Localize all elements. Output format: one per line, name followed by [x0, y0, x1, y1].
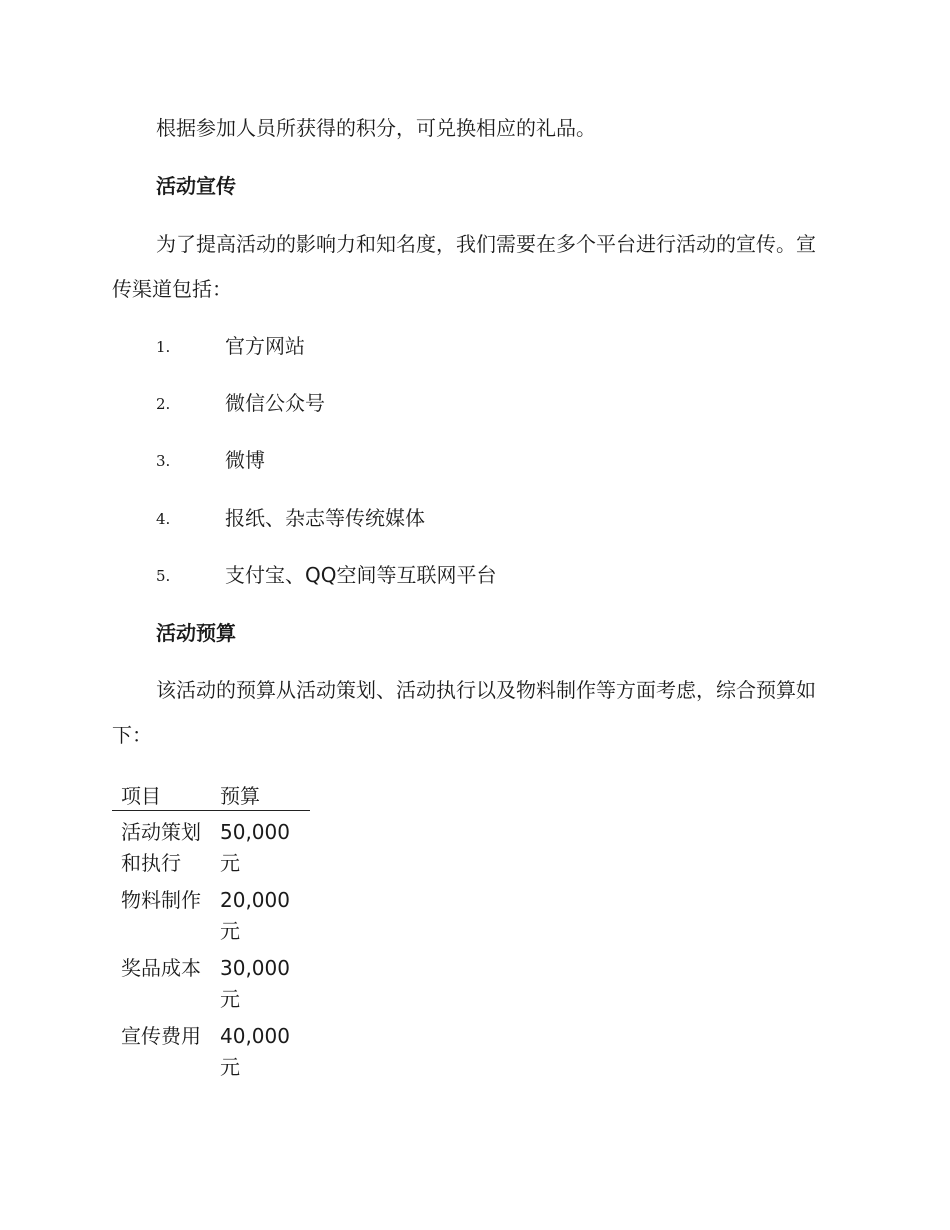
- table-cell-item: 奖品成本: [121, 956, 201, 980]
- table-cell-budget: 20,000元: [220, 888, 290, 943]
- list-number: 2.: [156, 395, 171, 413]
- list-number: 4.: [156, 510, 171, 528]
- table-row: [112, 811, 310, 880]
- list-text: 微博: [225, 448, 265, 472]
- list-text: 支付宝、QQ空间等互联网平台: [225, 563, 497, 587]
- column-header-budget: 预算: [211, 782, 310, 811]
- list-item: [0, 332, 950, 360]
- column-header-item: 项目: [112, 782, 211, 811]
- budget-heading: 活动预算: [156, 621, 236, 645]
- table-row: [112, 1015, 310, 1083]
- list-item: [0, 561, 950, 589]
- table-cell-item: 活动策划和执行: [121, 820, 201, 875]
- list-number: 3.: [156, 452, 171, 470]
- list-item: [0, 446, 950, 474]
- table-header-row: [112, 782, 310, 811]
- list-item: [0, 504, 950, 532]
- list-text: 报纸、杂志等传统媒体: [225, 506, 425, 530]
- list-text: 官方网站: [225, 334, 305, 358]
- intro-paragraph: 根据参加人员所获得的积分，可兑换相应的礼品。: [156, 116, 596, 140]
- table-cell-budget: 40,000元: [220, 1024, 290, 1079]
- budget-table: [112, 782, 310, 1083]
- list-text: 微信公众号: [225, 391, 325, 415]
- promotion-paragraph: 为了提高活动的影响力和知名度，我们需要在多个平台进行活动的宣传。宣传渠道包括：: [112, 232, 816, 301]
- table-cell-item: 物料制作: [121, 888, 201, 912]
- list-number: 5.: [156, 567, 171, 585]
- promotion-heading: 活动宣传: [156, 174, 236, 198]
- list-item: [0, 389, 950, 417]
- table-cell-budget: 50,000元: [220, 820, 290, 875]
- table-row: [112, 947, 310, 1015]
- table-cell-item: 宣传费用: [121, 1024, 201, 1048]
- budget-paragraph: 该活动的预算从活动策划、活动执行以及物料制作等方面考虑，综合预算如下：: [112, 678, 816, 747]
- table-row: [112, 879, 310, 947]
- list-number: 1.: [156, 338, 171, 356]
- table-cell-budget: 30,000元: [220, 956, 290, 1011]
